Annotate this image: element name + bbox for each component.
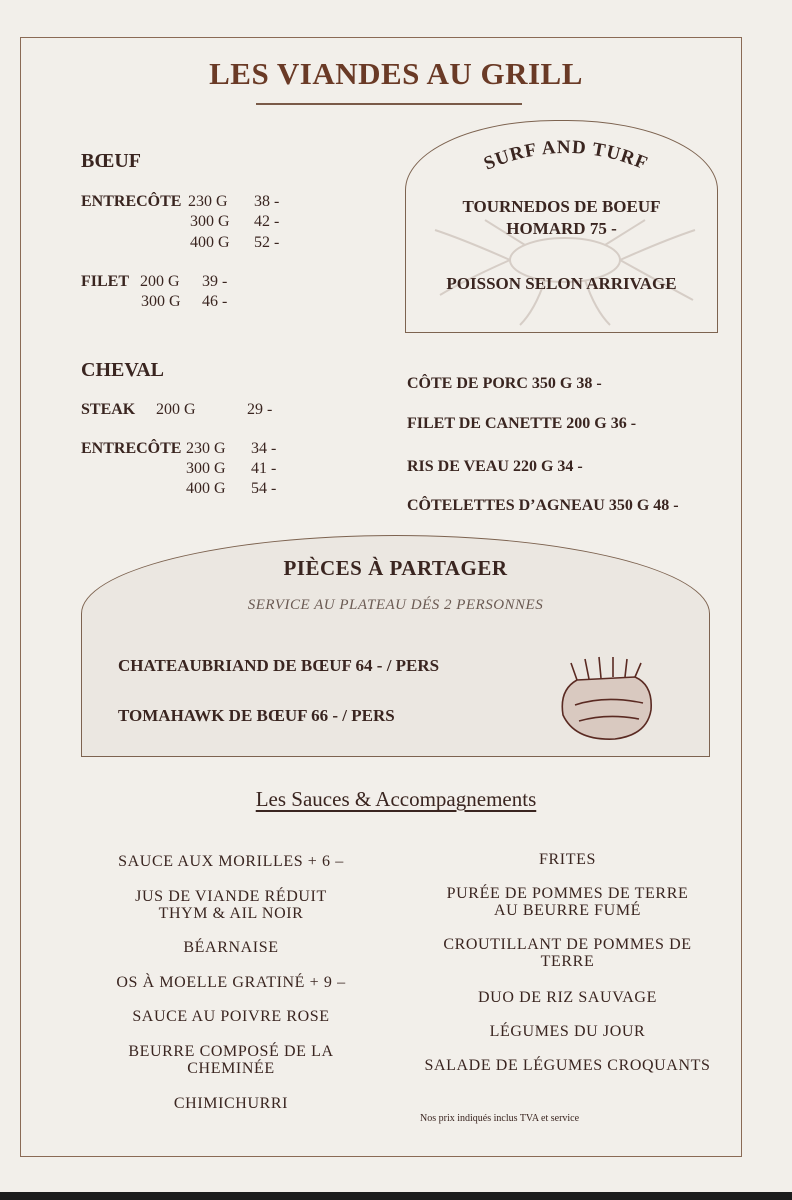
svg-text:SURF AND TURF: SURF AND TURF [480,136,652,175]
boeuf-filet-label: FILET [81,273,130,290]
boeuf-filet-weight-1: 200 G [140,273,180,290]
cheval-steak-price: 29 - [247,401,273,418]
sauces-accompagnements-title: Les Sauces & Accompagnements [255,787,537,811]
other-cote-de-porc: CÔTE DE PORC 350 G 38 - [407,375,602,392]
accomp-legumes-du-jour: LÉGUMES DU JOUR [489,1023,646,1040]
cheval-entrecote-weight-1: 230 G [186,440,226,457]
cheval-entrecote-label: ENTRECÔTE [81,440,182,457]
bottom-bar [0,1192,792,1200]
accomp-croutillant: CROUTILLANT DE POMMES DE TERRE [443,936,692,970]
cheval-heading: CHEVAL [81,359,164,381]
sauce-poivre-rose: SAUCE AU POIVRE ROSE [132,1008,330,1025]
page-title: LES VIANDES AU GRILL [209,56,583,91]
boeuf-entrecote-weight-1: 230 G [188,193,228,210]
partager-tomahawk: TOMAHAWK DE BŒUF 66 - / PERS [118,706,395,725]
sauce-jus-de-viande: JUS DE VIANDE RÉDUIT THYM & AIL NOIR [135,888,327,922]
accomp-duo-riz: DUO DE RIZ SAUVAGE [478,989,657,1006]
cheval-entrecote-weight-2: 300 G [186,460,226,477]
surf-and-turf-title [466,132,666,180]
boeuf-entrecote-weight-2: 300 G [190,213,230,230]
boeuf-filet-weight-2: 300 G [141,293,181,310]
surf-line-tournedos: TOURNEDOS DE BOEUF [462,197,661,216]
boeuf-filet-price-2: 46 - [202,293,228,310]
partager-subtitle: SERVICE AU PLATEAU DÉS 2 PERSONNES [247,597,544,613]
boeuf-entrecote-label: ENTRECÔTE [81,193,182,210]
title-underline [256,103,522,105]
cheval-entrecote-price-3: 54 - [251,480,277,497]
price-note: Nos prix indiqués inclus TVA et service [420,1113,580,1124]
boeuf-filet-price-1: 39 - [202,273,228,290]
sauce-os-a-moelle: OS À MOELLE GRATINÉ + 9 – [116,974,346,991]
cheval-entrecote-weight-3: 400 G [186,480,226,497]
partager-chateaubriand: CHATEAUBRIAND DE BŒUF 64 - / PERS [118,656,440,675]
other-ris-de-veau: RIS DE VEAU 220 G 34 - [407,458,583,475]
cheval-entrecote-price-1: 34 - [251,440,277,457]
cheval-entrecote-price-2: 41 - [251,460,277,477]
boeuf-entrecote-price-3: 52 - [254,234,280,251]
accomp-salade: SALADE DE LÉGUMES CROQUANTS [424,1057,711,1074]
partager-title: PIÈCES À PARTAGER [283,556,508,580]
meat-rack-illustration [555,655,657,743]
accomp-frites: FRITES [539,851,596,868]
accomp-puree: PURÉE DE POMMES DE TERRE AU BEURRE FUMÉ [446,885,689,919]
boeuf-heading: BŒUF [81,150,141,172]
other-cotelettes-agneau: CÔTELETTES D’AGNEAU 350 G 48 - [407,497,679,514]
sauce-beurre-compose: BEURRE COMPOSÉ DE LA CHEMINÉE [128,1043,334,1077]
boeuf-entrecote-weight-3: 400 G [190,234,230,251]
surf-line-poisson: POISSON SELON ARRIVAGE [446,274,677,293]
sauce-morilles: SAUCE AUX MORILLES + 6 – [118,853,344,870]
cheval-steak-weight: 200 G [156,401,196,418]
sauce-bearnaise: BÉARNAISE [183,939,279,956]
other-filet-de-canette: FILET DE CANETTE 200 G 36 - [407,415,637,432]
cheval-steak-label: STEAK [81,401,136,418]
sauce-chimichurri: CHIMICHURRI [173,1095,289,1112]
boeuf-entrecote-price-2: 42 - [254,213,280,230]
boeuf-entrecote-price-1: 38 - [254,193,280,210]
surf-line-homard: HOMARD 75 - [506,219,617,238]
